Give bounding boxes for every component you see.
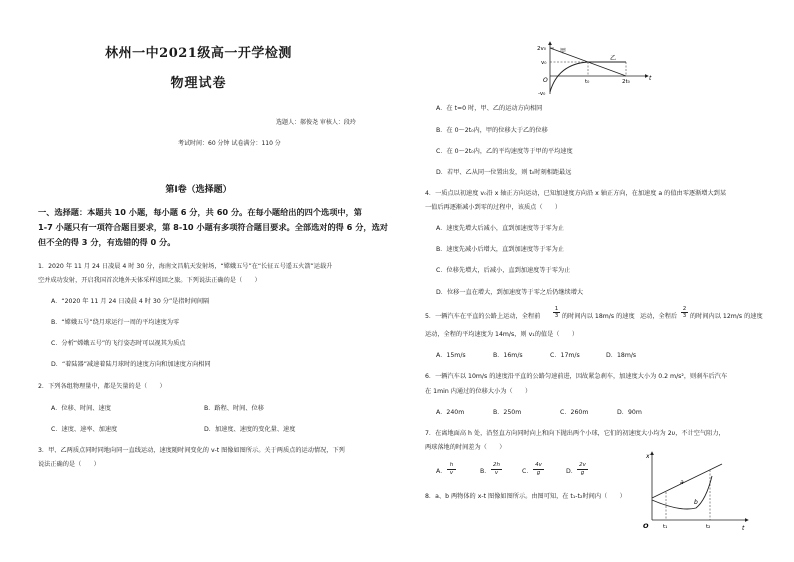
q7-option-c-fraction: 4v g: [533, 462, 544, 477]
q6-option-a: A．240m: [436, 409, 465, 416]
q4-stem-line1: 4．一质点以初速度 v₀沿 x 轴正方向运动，已知加速度方向沿 x 轴正方向，在加速度 a 的值由零逐渐增大到某: [425, 190, 727, 197]
q7-option-b-fraction: 2h v: [493, 462, 500, 476]
xt-graph: [640, 448, 752, 532]
q4-option-b: B．速度先减小后增大，直到加速度等于零为止: [436, 246, 564, 253]
q7-option-d-fraction: 2v g: [577, 462, 588, 477]
xt-label-t: t: [742, 525, 745, 532]
q1-option-d: D．“着陆器”减速着陆月球时的速度方向和加速度方向相同: [51, 361, 211, 368]
vt-label-t: t: [649, 75, 652, 82]
q5-stem-part4: 的时间内以 12m/s 的速度: [690, 313, 763, 320]
q6-option-c: C．260m: [560, 409, 589, 416]
xt-label-t2: t₂: [706, 524, 711, 530]
vt-label-neg-v0: -v₀: [538, 91, 546, 97]
q5-fraction-1: 1 3: [554, 306, 559, 319]
q5-stem-part3: 运动，全程后: [640, 313, 678, 320]
vt-label-yi: 乙: [610, 55, 617, 62]
section-instruction-line3: 但不全的得 3 分，有选错的得 0 分。: [38, 237, 176, 247]
q5-fraction-2: 2 3: [682, 306, 687, 319]
xt-origin: O: [643, 522, 649, 530]
exam-title: 林州一中2021级高一开学检测: [105, 46, 292, 61]
q7-option-a-fraction: h v: [447, 462, 456, 477]
q7-option-a-label: A．: [436, 468, 447, 475]
q2-option-a: A．位移、时间、速度: [51, 405, 111, 412]
xt-label-t1: t₁: [663, 524, 668, 530]
q2-stem: 2．下列各组物理量中，都是矢量的是（ ）: [38, 383, 166, 390]
xt-label-x: x: [646, 453, 650, 460]
q4-stem-line2: 一值后再逐渐减小到零的过程中，该质点（ ）: [425, 204, 562, 211]
q3-stem-line2: 说法正确的是（ ）: [38, 461, 100, 468]
q6-stem-line1: 6．一辆汽车以 10m/s 的速度沿平直的公路匀速前进，因故紧急刹车，加速度大小为 0.2 m/s²，则刹车后汽车: [425, 373, 728, 380]
q3-option-d: D．若甲、乙从同一位置出发，则 t₀时刻相距最远: [436, 169, 572, 176]
q7-stem-line1: 7．在离地面高 h 处，沿竖直方向同时向上和向下抛出两个小球，它们的初速度大小均为 2υ，不计空气阻力，: [425, 430, 725, 437]
exam-subtitle: 物理试卷: [170, 76, 227, 91]
q1-option-a: A．“2020 年 11 月 24 日凌晨 4 时 30 分”是指时间间隔: [51, 298, 210, 305]
q7-option-b-label: B．: [480, 468, 491, 475]
vt-label-v0: v₀: [541, 60, 547, 66]
q7-option-d-label: D．: [566, 468, 577, 475]
q5-stem-part2: 的时间内以 18m/s 的速度: [562, 313, 635, 320]
q4-option-a: A．速度先增大后减小，直到加速度等于零为止: [436, 225, 564, 232]
section-instruction-line1: 一、选择题：本题共 10 小题，每小题 6 分，共 60 分。在每小题给出的四个选项中，第: [38, 207, 362, 217]
q7-stem-line2: 两球落地的时间差为（ ）: [425, 444, 506, 451]
vt-graph: [536, 40, 658, 98]
vt-label-jia: 甲: [560, 48, 567, 55]
section-title: 第Ⅰ卷（选择题）: [165, 185, 232, 195]
q6-option-d: D．90m: [617, 409, 642, 416]
q2-option-b: B．路程、时间、位移: [204, 405, 264, 412]
q5-stem-line2: 运动，全程的平均速度为 14m/s，则 v₁的值是（ ）: [425, 331, 579, 338]
xt-label-a: a: [680, 479, 684, 486]
vt-label-2t0: 2t₀: [622, 79, 630, 85]
q6-option-b: B．250m: [493, 409, 522, 416]
q8-stem: 8．a、b 两物体的 x-t 图像如图所示。由图可知，在 t₁-t₂时间内（ ）: [425, 493, 626, 500]
authors-line: 选题人：郝俊尧 审核人：段玲: [276, 119, 356, 126]
q5-option-c: C．17m/s: [550, 352, 580, 359]
q3-option-b: B．在 0～2t₀内，甲的位移大于乙的位移: [436, 127, 548, 134]
q3-stem-line1: 3．甲、乙两质点同时同地向同一直线运动，速度随时间变化的 v-t 图像如图所示。关于两质点的运动情况，下列: [38, 447, 345, 454]
xt-label-b: b: [694, 499, 698, 506]
q1-option-c: C．分析“嫦娥五号”的飞行姿态时可以视其为质点: [51, 340, 186, 347]
section-instruction-line2: 1-7 小题只有一项符合题目要求，第 8-10 小题有多项符合题目要求。全部选对的得 6 分，选对: [38, 222, 388, 232]
vt-origin: O: [543, 77, 548, 84]
q6-stem-line2: 在 1min 内通过的位移大小为（ ）: [425, 388, 532, 395]
q1-stem-line2: 空并成功发射，开启我国首次地外天体采样返回之旅。下列说法正确的是（ ）: [38, 277, 261, 284]
q4-option-d: D．位移一直在增大，到加速度等于零之后仍继续增大: [436, 289, 584, 296]
vt-label-2v0: 2v₀: [537, 46, 546, 52]
q2-option-d: D．加速度、速度的变化量、速度: [204, 426, 296, 433]
q5-option-b: B．16m/s: [493, 352, 523, 359]
q7-option-c-label: C．: [522, 468, 533, 475]
q4-option-c: C．位移先增大，后减小，直到加速度等于零为止: [436, 267, 571, 274]
q2-option-c: C．速度、速率、加速度: [51, 426, 118, 433]
q5-stem-part1: 5．一辆汽车在平直的公路上运动，全程前: [425, 313, 541, 320]
q1-stem-line1: 1．2020 年 11 月 24 日凌晨 4 时 30 分，海南文昌航天发射场，“嫦娥五号”在“长征五号遥五火箭”运载升: [38, 263, 333, 270]
q5-option-d: D．18m/s: [606, 352, 637, 359]
vt-label-t0: t₀: [585, 79, 590, 85]
q5-option-a: A．15m/s: [436, 352, 466, 359]
q3-option-a: A．在 t=0 时，甲、乙的运动方向相同: [436, 105, 543, 112]
q1-option-b: B．“嫦娥五号”绕月球运行一周的平均速度为零: [51, 319, 180, 326]
q3-option-c: C．在 0～2t₀内，乙的平均速度等于甲的平均速度: [436, 148, 573, 155]
exam-info: 考试时间：60 分钟 试卷满分：110 分: [178, 140, 281, 147]
xt-line-a: [652, 464, 722, 498]
